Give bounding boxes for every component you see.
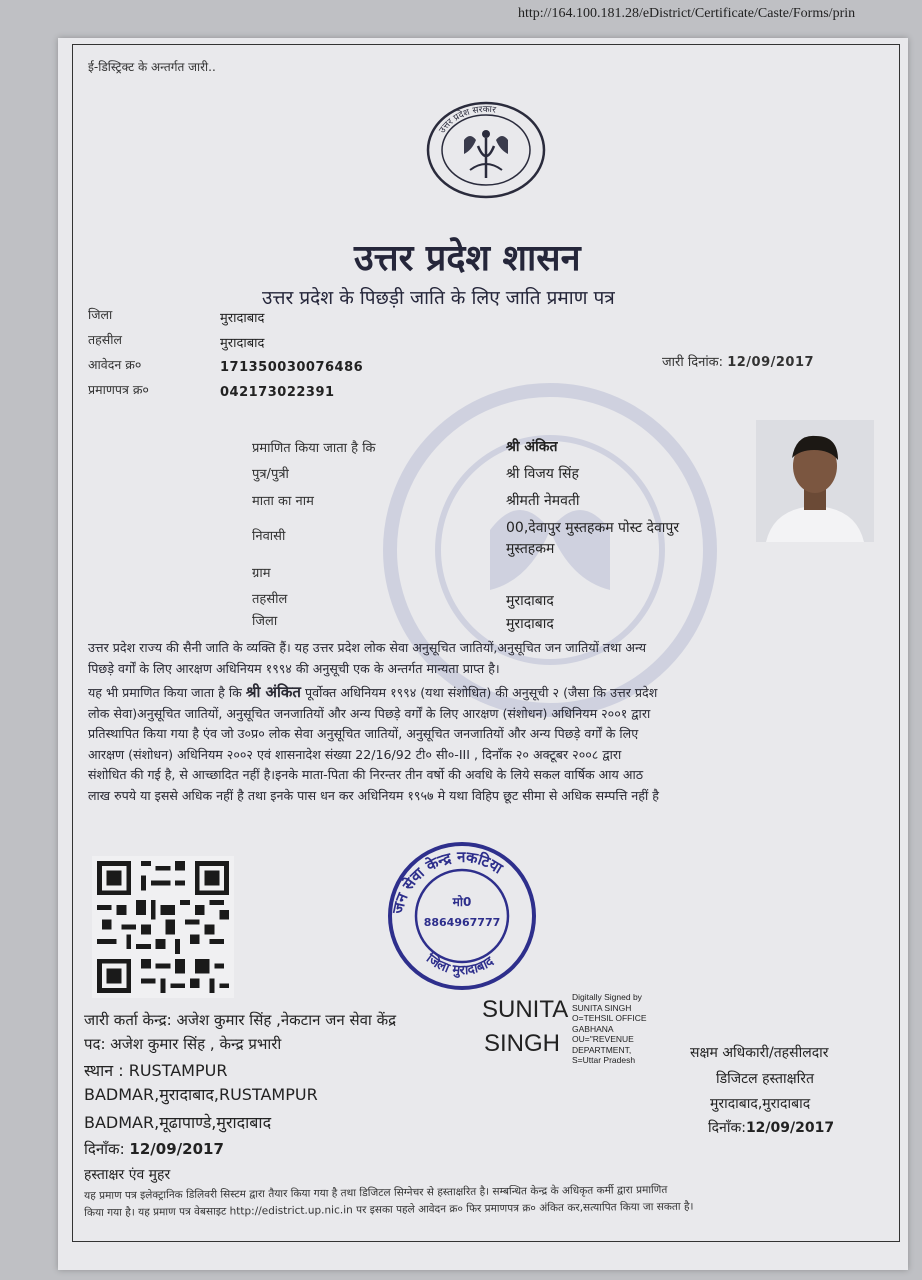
svg-text:उत्तर प्रदेश सरकार: उत्तर प्रदेश सरकार [437, 104, 497, 136]
father-name: श्री विजय सिंह [506, 466, 579, 482]
signer-name-last: SINGH [484, 1030, 561, 1057]
field-tehsil-value: मुरादाबाद [506, 593, 554, 609]
authority-date [708, 1118, 834, 1137]
district-value: मुरादाबाद [220, 311, 265, 326]
jan-seva-kendra-stamp-icon [384, 838, 540, 994]
tehsil-label: तहसील [88, 332, 122, 347]
top-note: ई-डिस्ट्रिक्ट के अन्तर्गत जारी.. [88, 60, 216, 74]
issuer-date-label: दिनाँक: [84, 1140, 125, 1158]
signer-name-first: SUNITA [482, 996, 569, 1023]
mother-label: माता का नाम [252, 494, 314, 509]
tehsil-value: मुरादाबाद [220, 336, 265, 351]
certificate-subtitle: उत्तर प्रदेश के पिछड़ी जाति के लिए जाति प्रमाण पत्र [262, 287, 615, 309]
relation-label: पुत्र/पुत्री [252, 467, 289, 482]
issue-date-value: 12/09/2017 [727, 355, 815, 370]
issuer-date [84, 1139, 224, 1159]
issuer-date-value: 12/09/2017 [129, 1140, 224, 1158]
person-photo-icon [756, 420, 874, 542]
authority-digital-sign: डिजिटल हस्ताक्षरित [716, 1071, 814, 1087]
issuer-place-1: स्थान : RUSTAMPUR [84, 1061, 228, 1080]
authority-date-value: 12/09/2017 [745, 1120, 835, 1136]
authority-place: मुरादाबाद,मुरादाबाद [710, 1096, 811, 1112]
village-label: ग्राम [252, 566, 271, 581]
page-title: उत्तर प्रदेश शासन [354, 237, 581, 279]
authority-date-label: दिनाँक: [708, 1120, 746, 1136]
browser-url: http://164.100.181.28/eDistrict/Certificate/Caste/Forms/prin [518, 6, 856, 21]
svg-text:जिला मुरादाबाद: जिला मुरादाबाद [423, 951, 497, 979]
authority-title: सक्षम अधिकारी/तहसीलदार [690, 1045, 829, 1061]
issuer-center: जारी कर्ता केन्द्र: अजेश कुमार सिंह ,नेकटान जन सेवा केंद्र [84, 1011, 397, 1029]
issuer-post: पद: अजेश कुमार सिंह , केन्द्र प्रभारी [84, 1035, 282, 1053]
certificate-label: प्रमाणपत्र क्र० [88, 382, 149, 397]
field-district-label: जिला [252, 614, 278, 629]
digital-signature-details: Digitally Signed by SUNITA SINGH O=TEHSIL OFFICE GABHANA OU="REVENUE DEPARTMENT, S=Uttar Pradesh [572, 992, 647, 1065]
certify-label: प्रमाणित किया जाता है कि [252, 441, 376, 456]
resident-label: निवासी [252, 529, 286, 544]
mother-name: श्रीमती नेमवती [506, 493, 580, 509]
caste-paragraph: उत्तर प्रदेश राज्य की सैनी जाति के व्यक्ति हैं। यह उत्तर प्रदेश लोक सेवा अनुसूचित जातियों,अनुसूचित जन जातियों तथा अन्य पिछड़े वर्गों के लिए आरक्षण अधिनियम १९९४ की अनुसूची एक के अन्तर्गत मान्यता प्राप्त है। [88, 640, 647, 676]
field-district-value: मुरादाबाद [506, 616, 554, 632]
issue-date-label: जारी दिनांक: [662, 355, 724, 370]
issuer-place-2: BADMAR,मुरादाबाद,RUSTAMPUR [84, 1085, 318, 1104]
address-line-1: 00,देवापुर मुस्तहकम पोस्ट देवापुर [506, 520, 680, 536]
application-number: 171350030076486 [220, 360, 364, 375]
applicant-name: श्री अंकित [506, 439, 558, 455]
footer-note: यह प्रमाण पत्र इलेक्ट्रानिक डिलिवरी सिस्टम द्वारा तैयार किया गया है तथा डिजिटल सिग्नेचर से हस्ताक्षरित है। सम्बन्धित केन्द्र के अधिकृत कर्मी द्वारा प्रमाणित किया गया है। यह प्रमाण पत्र वेबसाइट http://edistrict.up.nic.in पर इसका पहले आवेदन क्र० फिर प्रमाणपत्र क्र० अंकित कर,सत्यापित किया जा सकता है। [84, 1183, 694, 1219]
application-label: आवेदन क्र० [88, 357, 142, 372]
svg-text:जन सेवा केन्द्र नकटिया: जन सेवा केन्द्र नकटिया [388, 847, 506, 916]
certificate-number: 042173022391 [220, 385, 335, 400]
address-line-2: मुस्तहकम [506, 541, 555, 557]
up-emblem-icon [424, 100, 548, 200]
svg-text:मो0: मो0 [452, 895, 472, 909]
issue-date [662, 352, 814, 370]
applicant-photo [756, 420, 874, 542]
qr-code-icon [92, 856, 234, 998]
issuer-place-3: BADMAR,मूढापाण्डे,मुरादाबाद [84, 1113, 272, 1132]
field-tehsil-label: तहसील [252, 592, 288, 607]
svg-text:8864967777: 8864967777 [423, 916, 501, 929]
sign-and-seal-label: हस्ताक्षर एंव मुहर [84, 1167, 171, 1183]
district-label: जिला [88, 307, 113, 322]
certification-paragraph: यह भी प्रमाणित किया जाता है कि श्री अंकित पूर्वोक्त अधिनियम १९९४ (यथा संशोधित) की अनुसूची २ (जैसा कि उत्तर प्रदेश लोक सेवा)अनुसूचित जातियों, अनुसूचित जनजातियों और अन्य पिछड़े वर्गों के लिए आरक्षण (संशोधन) अधिनियम २००१ द्वारा प्रतिस्थापित किया गया है एंव जो उ०प्र० लोक सेवा अनुसूचित जातियों, अनुसूचित जनजातियों और अन्य पिछड़े वर्गों के लिए आरक्षण (संशोधन) अधिनियम २००२ एवं शासनादेश संख्या 22/16/92 टी० सी०-III , दिनाँक २० अक्टूबर २००८ द्वारा संशोधित की गई है, से आच्छादित नहीं है।इनके माता-पिता की निरन्तर तीन वर्षो की अवधि के लिये सकल वार्षिक आय आठ लाख रुपये या इससे अधिक नहीं है तथा इनके पास धन कर अधिनियम १९५७ मे यथा विहिप छूट सीमा से अधिक सम्पत्ति नहीं है [88, 683, 659, 803]
